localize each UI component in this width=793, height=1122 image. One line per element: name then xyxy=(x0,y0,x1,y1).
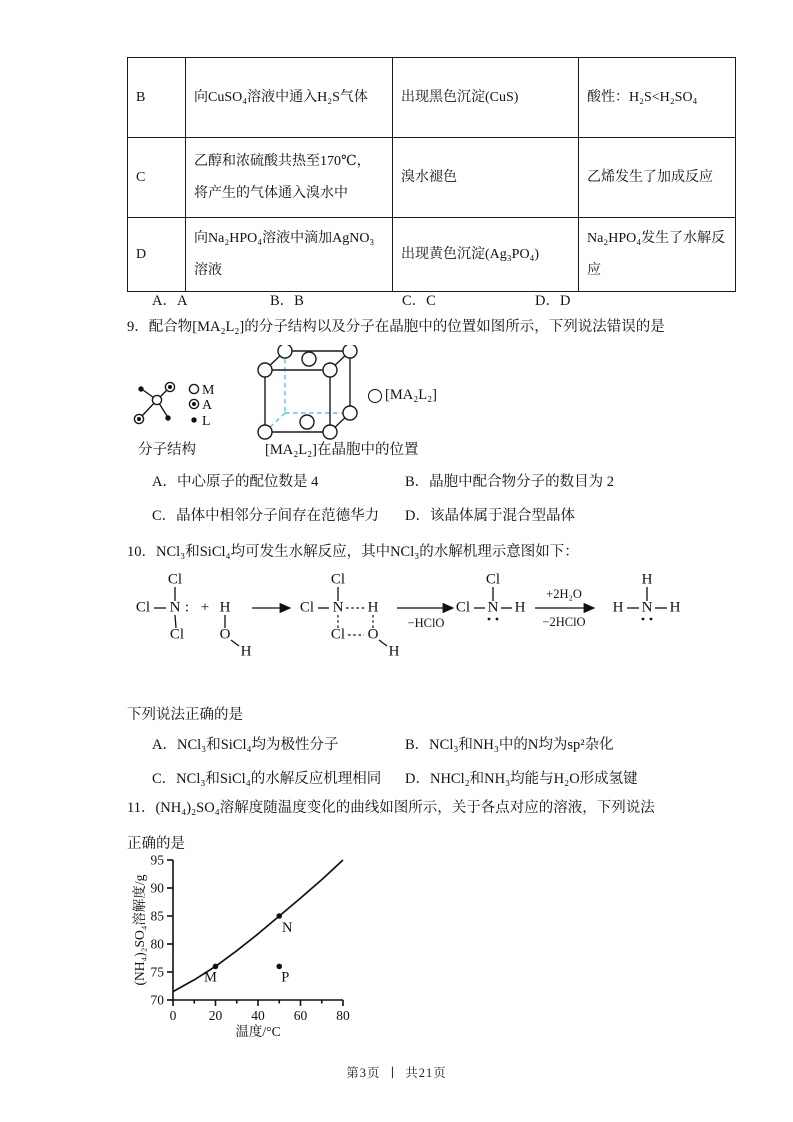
ligand-L-dot xyxy=(165,415,170,420)
atom-label: Cl xyxy=(167,571,183,588)
footer-separator: ∣ xyxy=(390,1066,396,1080)
y-tick-label: 90 xyxy=(150,880,164,896)
operation-cell: 向Na₂HPO₄溶液中滴加AgNO₃溶液 xyxy=(186,218,393,292)
atom-label: N xyxy=(332,599,344,616)
corner-molecule xyxy=(323,363,337,377)
solubility-chart xyxy=(130,853,410,1043)
y-tick-label: 70 xyxy=(150,992,164,1008)
arrow-label-bottom: −2HClO xyxy=(542,614,586,629)
corner-molecule xyxy=(278,345,292,358)
atom-label: Cl xyxy=(485,571,501,588)
phenomenon-cell: 溴水褪色 xyxy=(393,138,579,218)
y-axis-title: (NH₄)₂SO₄溶解度/g xyxy=(132,874,147,986)
conclusion-cell: 酸性：H₂S<H₂SO₄ xyxy=(579,58,736,138)
x-tick-label: 60 xyxy=(293,1008,308,1023)
option-d: D．D xyxy=(535,293,571,309)
page-number: 第3页 xyxy=(346,1066,381,1080)
legend-L-icon xyxy=(191,417,196,422)
q11-stem: 11．(NH₄)₂SO₄溶解度随温度变化的曲线如图所示，关于各点对应的溶液，下列说法正确的是 xyxy=(127,800,655,852)
atom-label: H xyxy=(240,643,252,660)
atom-label: Cl xyxy=(330,571,346,588)
table-row xyxy=(128,218,736,292)
atom-label: O xyxy=(367,626,379,643)
x-axis-title: 温度/°C xyxy=(235,1024,281,1039)
option-d: D．NHCl₂和NH₃均能与H₂O形成氢键 xyxy=(405,771,638,787)
lone-pair-dots xyxy=(488,618,491,621)
q10-stem: 10．NCl₃和SiCl₄均可发生水解反应，其中NCl₃的水解机理示意图如下： xyxy=(127,544,579,560)
unit-cell-diagram xyxy=(255,345,370,440)
atom-label: H xyxy=(388,643,400,660)
y-tick-label: 80 xyxy=(150,936,164,952)
corner-molecule xyxy=(258,425,272,439)
molecule-caption: 分子结构 xyxy=(138,442,196,458)
atom-label: Cl xyxy=(330,626,346,643)
operation-cell: 乙醇和浓硫酸共热至170℃，将产生的气体通入溴水中 xyxy=(186,138,393,218)
corner-molecule xyxy=(323,425,337,439)
data-point-M xyxy=(213,964,219,970)
data-point-N xyxy=(276,913,282,919)
lone-pair-dots xyxy=(650,618,653,621)
cell-caption: [MA₂L₂]在晶胞中的位置 xyxy=(265,442,419,458)
q10-options xyxy=(127,733,667,788)
atom-label: H xyxy=(612,599,624,616)
arrow-label: −HClO xyxy=(407,615,445,630)
page-total: 共21页 xyxy=(405,1066,447,1080)
atom-label: N xyxy=(169,599,181,616)
atom-label: Cl xyxy=(455,599,471,616)
atom-label: H xyxy=(641,571,653,588)
legend-M-icon xyxy=(189,384,198,393)
phenomenon-cell: 出现黑色沉淀(CuS) xyxy=(393,58,579,138)
x-tick-label: 40 xyxy=(251,1008,265,1023)
legend-A-label: A xyxy=(202,398,213,413)
option-a: A．A xyxy=(152,293,188,309)
x-tick-label: 80 xyxy=(336,1008,350,1023)
molecule-circle-icon xyxy=(368,389,382,403)
option-b: B．NCl₃和NH₃中的N均为sp²杂化 xyxy=(405,737,614,753)
legend-L-label: L xyxy=(202,414,211,429)
plus-sign: + xyxy=(200,599,210,616)
corner-molecule xyxy=(343,345,357,358)
row-letter: C xyxy=(128,138,186,218)
operation-cell: 向CuSO₄溶液中通入H₂S气体 xyxy=(186,58,393,138)
legend-M-label: M xyxy=(202,383,215,398)
y-tick-label: 95 xyxy=(150,853,164,868)
table-row xyxy=(128,138,736,218)
x-tick-label: 20 xyxy=(208,1008,223,1023)
y-tick-label: 75 xyxy=(150,964,164,980)
lone-pair-dots xyxy=(642,618,645,621)
phenomenon-cell: 出现黄色沉淀(Ag₃PO₄) xyxy=(393,218,579,292)
experiment-table xyxy=(127,57,736,292)
option-a: A．中心原子的配位数是 4 xyxy=(152,474,319,490)
point-label-M: M xyxy=(204,969,217,986)
hydrolysis-mechanism-diagram xyxy=(130,568,690,668)
ligand-L-dot xyxy=(138,386,143,391)
y-tick-label: 85 xyxy=(150,908,164,924)
molecule-structure-diagram xyxy=(130,345,240,437)
q8-choices xyxy=(127,289,667,310)
atom-label: Cl xyxy=(135,599,151,616)
data-point-P xyxy=(276,964,282,970)
cell-legend-label: [MA₂L₂] xyxy=(385,387,437,403)
point-label-N: N xyxy=(282,920,293,936)
atom-label: H xyxy=(669,599,681,616)
q9-options xyxy=(127,470,667,525)
bottom-face-molecule xyxy=(300,415,314,429)
conclusion-cell: 乙烯发生了加成反应 xyxy=(579,138,736,218)
option-c: C．晶体中相邻分子间存在范德华力 xyxy=(152,508,380,524)
option-c: C．NCl₃和SiCl₄的水解反应机理相同 xyxy=(152,771,382,787)
lone-pair-dots xyxy=(496,618,499,621)
table-row xyxy=(128,58,736,138)
option-d: D．该晶体属于混合型晶体 xyxy=(405,508,575,524)
row-letter: D xyxy=(128,218,186,292)
atom-label: H xyxy=(219,599,231,616)
point-label-P: P xyxy=(281,969,290,986)
corner-molecule xyxy=(343,406,357,420)
atom-label: N xyxy=(487,599,499,616)
q9-stem: 9．配合物[MA₂L₂]的分子结构以及分子在晶胞中的位置如图所示，下列说法错误的是 xyxy=(127,319,665,335)
top-face-molecule xyxy=(302,352,316,366)
atom-label: H xyxy=(367,599,379,616)
atom-label: O xyxy=(219,626,231,643)
conclusion-cell: Na₂HPO₄发生了水解反应 xyxy=(579,218,736,292)
page-footer xyxy=(0,1063,793,1081)
central-atom-M xyxy=(152,395,161,404)
atom-label: Cl xyxy=(169,626,185,643)
option-a: A．NCl₃和SiCl₄均为极性分子 xyxy=(152,737,339,753)
q10-prompt: 下列说法正确的是 xyxy=(127,707,243,723)
cell-legend xyxy=(368,387,437,404)
lone-pair: : xyxy=(184,599,190,616)
arrow-label-top: +2H₂O xyxy=(546,586,582,601)
q9-figure xyxy=(130,345,610,467)
solubility-curve xyxy=(173,860,343,992)
option-b: B．晶胞中配合物分子的数目为 2 xyxy=(405,474,615,490)
atom-label: N xyxy=(641,599,653,616)
x-tick-label: 0 xyxy=(169,1008,177,1023)
atom-label: Cl xyxy=(299,599,315,616)
corner-molecule xyxy=(258,363,272,377)
atom-label: H xyxy=(514,599,526,616)
option-c: C．C xyxy=(402,293,436,309)
option-b: B．B xyxy=(270,293,304,309)
row-letter: B xyxy=(128,58,186,138)
